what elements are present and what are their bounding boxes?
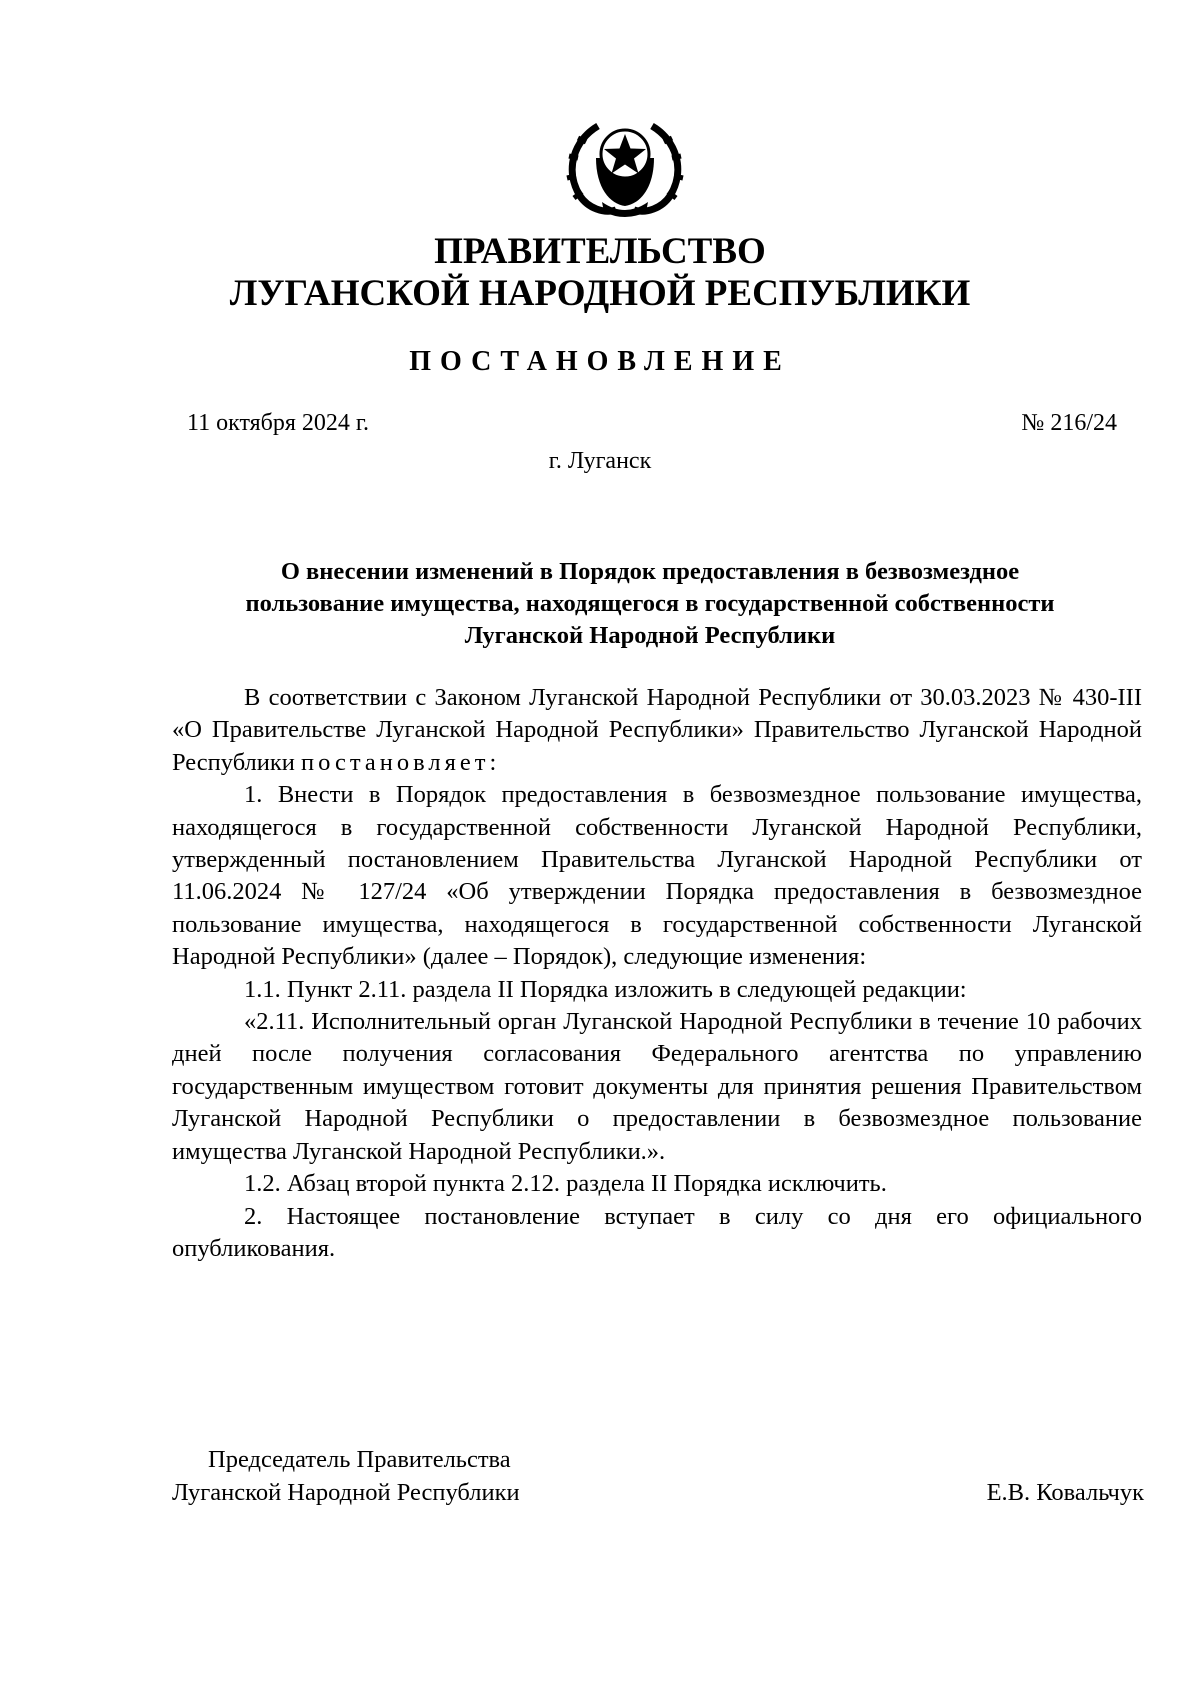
paragraph-1-1: 1.1. Пункт 2.11. раздела II Порядка изложить в следующей редакции: (244, 975, 967, 1003)
document-body (172, 682, 1142, 1265)
document-subject (170, 556, 1130, 652)
subject-line3: Луганской Народной Республики (464, 622, 836, 649)
document-type: ПОСТАНОВЛЕНИЕ (409, 346, 791, 377)
document-number: № 216/24 (1021, 410, 1117, 436)
government-title-line1: ПРАВИТЕЛЬСТВО (434, 231, 766, 272)
resolves-word: постановляет: (301, 748, 501, 776)
preamble-paragraph (172, 682, 1142, 779)
paragraph-1-2: 1.2. Абзац второй пункта 2.12. раздела II Порядка исключить. (244, 1170, 887, 1198)
subject-line2: пользование имущества, находящегося в государственной собственности (245, 590, 1055, 617)
government-title-line2: ЛУГАНСКОЙ НАРОДНОЙ РЕСПУБЛИКИ (229, 273, 971, 314)
paragraph-2: 2. Настоящее постановление вступает в силу со дня его официального опубликования. (172, 1202, 1142, 1262)
paragraph-1-1-quote: «2.11. Исполнительный орган Луганской Народной Республики в течение 10 рабочих дней после получения согласования Федерального агентства по управлению государственным имуществом готовит документы для принятия решения Правительством Луганской Народной Республики о предоставлении в безвозмездное пользование имущества Луганской Народной Республики.». (172, 1008, 1142, 1165)
document-date: 11 октября 2024 г. (187, 410, 370, 436)
paragraph-1: 1. Внести в Порядок предоставления в безвозмездное пользование имущества, находящегося в государственной собственности Луганской Народной Республики, утвержденный постановлением Правительства Луганской Народной Республики от 11.06.2024 № 127/24 «Об утверждении Порядка предоставления в безвозмездное пользование имущества, находящегося в государственной собственности Луганской Народной Республики» (далее – Порядок), следующие изменения: (172, 781, 1142, 971)
subject-line1: О внесении изменений в Порядок предоставления в безвозмездное (280, 558, 1020, 585)
signatory-name: Е.В. Ковальчук (986, 1479, 1144, 1506)
preamble-text: В соответствии с Законом Луганской Народной Республики от 30.03.2023 № 430-III «О Правительстве Луганской Народной Республики» Правительство Луганской Народной Республики (172, 684, 1142, 776)
signatory-position-line2: Луганской Народной Республики (172, 1479, 520, 1506)
coat-of-arms-icon (560, 118, 690, 218)
document-city: г. Луганск (548, 448, 652, 474)
signatory-position-line1: Председатель Правительства (208, 1446, 511, 1473)
